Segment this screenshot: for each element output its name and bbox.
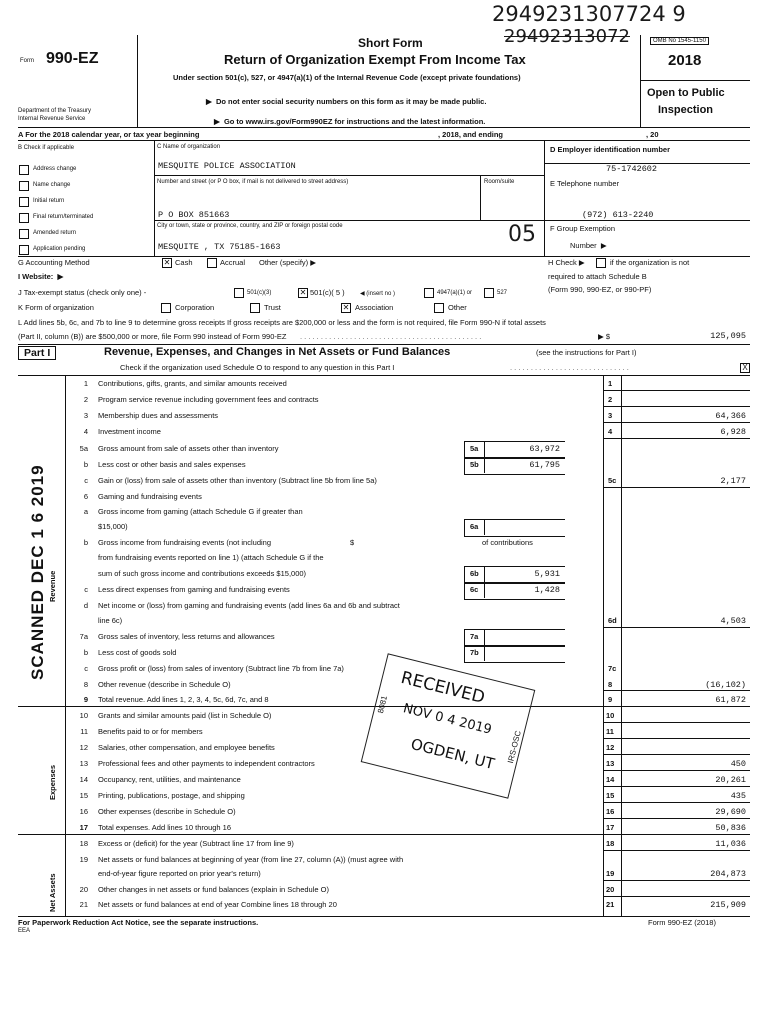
line-19-number: 19 [79,855,88,864]
line-15-label: Printing, publications, postage, and shipping [98,791,245,800]
row-divider [603,406,750,407]
no-ssn-text: Do not enter social security numbers on this form as it may be made public. [215,97,487,106]
website-label: I Website: ▶ [18,272,64,281]
line-6d-label: Net income or (loss) from gaming and fundraising events (add lines 6a and 6b and subtract [98,601,400,610]
corporation-checkbox[interactable] [161,303,171,313]
4947-label: 4947(a)(1) or [437,290,473,296]
tax-year: 2018 [668,52,702,69]
mid-entry-box [464,645,565,663]
trust-checkbox[interactable] [250,303,260,313]
row-divider [603,770,750,771]
part1-check-text: Check if the organization used Schedule O to respond to any question in this Part I [120,363,395,372]
line-9-number: 9 [83,695,88,704]
line-11-number: 11 [80,727,88,736]
line-6a-number: a [83,507,88,516]
footer-form-id: Form 990-EZ (2018) [648,918,716,927]
line-13-ref: 13 [606,759,615,768]
line-6d-label-2: line 6c) [98,616,123,625]
amended-return-label: Amended return [33,230,77,236]
row-divider [603,802,750,803]
line-5b-label: Less cost or other basis and sales expenses [98,460,246,469]
telephone-label: E Telephone number [550,179,620,188]
line-l-arrow: ▶ $ [598,332,611,341]
line-h-text4: (Form 990, 990-EZ, or 990-PF) [548,285,652,294]
street-label: Number and street (or P O box, if mail is not delivered to street address) [157,179,349,185]
name-change-label: Name change [33,182,71,188]
section-divider [18,834,750,835]
line-2-label: Program service revenue including government fees and contracts [98,395,319,404]
line-12-label: Salaries, other compensation, and employee benefits [98,743,275,752]
row-divider [603,786,750,787]
dept-treasury: Department of the Treasury [18,108,92,114]
line-20-label: Other changes in net assets or fund balances (explain in Schedule O) [98,885,329,894]
gross-receipts-value[interactable]: 125,095 [710,331,746,341]
line-10-label: Grants and similar amounts paid (list in Schedule O) [98,711,272,720]
final-return-checkbox[interactable] [19,213,29,223]
amended-return-checkbox[interactable] [19,229,29,239]
short-form: Short Form [358,36,423,50]
stamp-code-left: 8081 [376,694,390,715]
line-18-value[interactable]: 11,036 [715,839,746,849]
application-pending-checkbox[interactable] [19,245,29,255]
line-16-number: 16 [79,807,88,816]
line-8-number: 8 [83,680,88,689]
corporation-label: Corporation [175,303,215,312]
line-9-ref: 9 [608,695,613,704]
line-21-value[interactable]: 215,909 [710,900,746,910]
line-5a-ref: 5a [470,444,479,453]
line-6b-value[interactable]: 5,931 [534,569,560,579]
mid-entry-divider [484,582,485,598]
line-19-ref: 19 [606,869,615,878]
row-divider [603,896,750,897]
line-5a-number: 5a [79,444,88,453]
org-name-label: C Name of organization [157,144,221,150]
line-6d-value[interactable]: 4,503 [720,616,746,626]
line-1-ref: 1 [608,379,613,388]
mid-entry-divider [484,629,485,645]
line-19-value[interactable]: 204,873 [710,869,746,879]
accrual-checkbox[interactable] [207,258,217,268]
line-h-text1: H Check [548,258,577,267]
stamp-code-right: IRS-OSC [506,729,523,765]
line-7a-number: 7a [79,632,88,641]
tax-exempt-label: J Tax-exempt status (check only one) - [18,288,147,297]
trust-label: Trust [264,303,281,312]
line-l-dots: . . . . . . . . . . . . . . . . . . . . . . . . . . . . . . . . . . . . . . . . . . . . [300,332,482,341]
line-6c-number: c [84,585,88,594]
line-7b-ref: 7b [470,648,479,657]
line-7a-label: Gross sales of inventory, less returns and allowances [98,632,275,641]
form-number: 990-EZ [46,50,99,67]
inspection: Inspection [658,104,714,116]
527-label: 527 [497,290,508,296]
line-12-ref: 12 [606,743,615,752]
line-12-number: 12 [79,743,88,752]
line-l-text1: L Add lines 5b, 6c, and 7b to line 9 to determine gross receipts If gross receipts are $200,000 or less and the form is not required, file Form 990-N if total assets [18,318,546,327]
line-16-label: Other expenses (describe in Schedule O) [98,807,236,816]
line-a-20: , 20 [646,130,659,139]
line-6c-ref: 6c [470,585,479,594]
section-b-label: B Check if applicable [18,145,75,151]
line-8-ref: 8 [608,680,613,689]
received-text: RECEIVED [398,667,487,709]
mid-entry-box [464,519,565,537]
group-exemption-label: F Group Exemption [550,224,616,233]
line-6b-label-3: sum of such gross income and contributions exceeds $15,000) [98,569,307,578]
line-17-number: 17 [79,823,88,832]
line-7c-label: Gross profit or (loss) from sales of inventory (Subtract line 7b from line 7a) [98,664,344,673]
initial-return-checkbox[interactable] [19,197,29,207]
row-divider [603,754,750,755]
line-5b-value[interactable]: 61,795 [529,460,560,470]
application-pending-label: Application pending [33,246,86,252]
line-h-text3: required to attach Schedule B [548,272,647,281]
expenses-side-label: Expenses [48,764,57,800]
line-3-value[interactable]: 64,366 [715,411,746,421]
line-15-value[interactable]: 435 [730,791,746,801]
footer-eea: EEA [18,928,31,934]
line-5b-number: b [83,460,88,469]
line-6b-label: Gross income from fundraising events (not including [98,538,271,547]
line-20-number: 20 [79,885,88,894]
line-8-value[interactable]: (16,102) [705,680,746,690]
line-15-ref: 15 [606,791,615,800]
line-6b-dollar: $ [350,538,355,547]
line-17-label: Total expenses. Add lines 10 through 16 [98,823,232,832]
website-text: I Website: [18,272,54,281]
goto-notice: ▶ Go to www.irs.gov/Form990EZ for instructions and the latest information. [214,117,486,126]
line-5c-label: Gain or (loss) from sale of assets other than inventory (Subtract line 5b from line 5a) [98,476,377,485]
line-6c-value[interactable]: 1,428 [534,585,560,595]
line-5c-value[interactable]: 2,177 [720,476,746,486]
form-word: Form [20,58,34,64]
line-2-number: 2 [83,395,88,404]
527-checkbox[interactable] [484,288,494,298]
line-21-label: Net assets or fund balances at end of year Combine lines 18 through 20 [98,900,337,909]
line-14-number: 14 [79,775,88,784]
line-h-check: H Check ▶ [548,258,585,267]
line-6a-label: Gross income from gaming (attach Schedule G if greater than [98,507,303,516]
line-h-text2: if the organization is not [610,258,690,267]
telephone-value[interactable]: (972) 613-2240 [582,210,654,220]
line-7c-ref: 7c [608,664,617,673]
under-section: Under section 501(c), 527, or 4947(a)(1) of the Internal Revenue Code (except private foundations) [173,73,521,82]
part1-title-note: (see the instructions for Part I) [536,348,637,357]
line-18-label: Excess or (deficit) for the year (Subtract line 17 from line 9) [98,839,294,848]
mid-entry-divider [484,645,485,661]
other-org-checkbox[interactable] [434,303,444,313]
address-change-checkbox[interactable] [19,165,29,175]
insert-no-text: (insert no ) [366,291,395,297]
line-4-label: Investment income [98,427,161,436]
scanned-stamp: SCANNED DEC 1 6 2019 [28,464,47,680]
line-7a-ref: 7a [470,632,479,641]
line-3-ref: 3 [608,411,613,420]
line-6d-number: d [83,601,88,610]
row-divider [603,880,750,881]
line-18-ref: 18 [606,839,615,848]
line-13-label: Professional fees and other payments to independent contractors [98,759,315,768]
line-a-and-ending: , 2018, and ending [438,130,504,139]
line-21-ref: 21 [606,900,615,909]
part1-check-dots: . . . . . . . . . . . . . . . . . . . . . . . . . . . . . [510,363,629,372]
line-14-label: Occupancy, rent, utilities, and maintenance [98,775,241,784]
line-3-number: 3 [83,411,88,420]
line-6c-label: Less direct expenses from gaming and fundraising events [98,585,290,594]
other-specify-text: Other (specify) [259,258,309,267]
row-divider [603,422,750,423]
mid-entry-divider [484,519,485,535]
line-11-ref: 11 [606,727,614,736]
part1-label: Part I [18,346,56,360]
accrual-label: Accrual [220,258,246,267]
line-16-value[interactable]: 29,690 [715,807,746,817]
schedule-b-checkbox[interactable] [596,258,606,268]
line-6-number: 6 [83,492,88,501]
line-2-ref: 2 [608,395,613,404]
row-divider [603,722,750,723]
line-9-value[interactable]: 61,872 [715,695,746,705]
line-5b-ref: 5b [470,460,479,469]
line-6b-label-2: from fundraising events reported on line 1) (attach Schedule G if the [98,553,324,562]
group-number-text: Number [570,241,597,250]
501c3-label: 501(c)(3) [247,290,272,296]
501c-checkbox[interactable]: ✕ [299,288,307,297]
line-19-label-2: end-of-year figure reported on prior year's return) [98,869,261,878]
part1-title: Revenue, Expenses, and Changes in Net Assets or Fund Balances [104,346,451,358]
revenue-side-label: Revenue [48,570,57,602]
line-5a-label: Gross amount from sale of assets other than inventory [98,444,279,453]
line-9-label: Total revenue. Add lines 1, 2, 3, 4, 5c, 6d, 7c, and 8 [98,695,269,704]
line-20-ref: 20 [606,885,615,894]
line-17-ref: 17 [606,823,615,832]
omb-number: OMB No 1545-1150 [650,37,709,45]
irs-label: Internal Revenue Service [18,116,86,122]
line-18-number: 18 [79,839,88,848]
row-divider [603,390,750,391]
association-label: Association [355,303,394,312]
line-7b-number: b [83,648,88,657]
received-date: NOV 0 4 2019 [401,701,494,738]
line-5c-ref: 5c [608,476,617,485]
line-3-label: Membership dues and assessments [98,411,219,420]
other-org-label: Other [448,303,467,312]
cash-label: Cash [175,258,193,267]
ein-value[interactable]: 75-1742602 [606,164,658,174]
line-4-number: 4 [83,427,88,436]
line-6b-of-contributions: of contributions [482,538,533,547]
handwritten-struck-dln: 29492313072 [504,26,630,47]
501c-label: 501(c)( 5 ) [310,288,345,297]
line-15-number: 15 [79,791,88,800]
line-8-label: Other revenue (describe in Schedule O) [98,680,231,689]
line-5c-number: c [84,476,88,485]
line-7c-number: c [84,664,88,673]
city-label: City or town, state or province, country, and ZIP or foreign postal code [157,223,343,229]
insert-no-label: ◀ (insert no ) [360,291,395,297]
received-city: OGDEN, UT [409,734,497,774]
line-1-number: 1 [83,379,88,388]
other-method-label: Other (specify) ▶ [259,258,317,267]
cash-checkbox[interactable]: ✕ [163,258,171,267]
line-6b-ref: 6b [470,569,479,578]
line-4-ref: 4 [608,427,613,436]
form-title: Return of Organization Exempt From Income Tax [224,52,526,67]
mid-entry-divider [484,441,485,457]
row-divider [603,738,750,739]
line-7b-label: Less cost of goods sold [98,648,177,657]
row-divider [603,487,750,488]
line-16-ref: 16 [606,807,615,816]
org-name[interactable]: MESQUITE POLICE ASSOCIATION [158,161,296,171]
row-divider [603,690,750,691]
ein-label: D Employer identification number [550,145,671,154]
schedule-o-checkbox[interactable]: X [740,363,750,373]
address-change-label: Address change [33,166,77,172]
line-4-value[interactable]: 6,928 [720,427,746,437]
line-a-text: A For the 2018 calendar year, or tax year beginning [18,130,200,139]
line-17-value[interactable]: 50,836 [715,823,746,833]
row-divider [603,438,750,439]
city-state-zip[interactable]: MESQUITE , TX 75185-1663 [158,242,281,252]
501c3-checkbox[interactable] [234,288,244,298]
open-to-public: Open to Public [647,87,725,99]
association-checkbox[interactable]: ✕ [342,303,350,312]
line-6a-label-2: $15,000) [98,522,128,531]
line-14-value[interactable]: 20,261 [715,775,746,785]
no-ssn-notice: ▶ Do not enter social security numbers on this form as it may be made public. [206,97,487,106]
form-of-org-label: K Form of organization [18,303,94,312]
final-return-label: Final return/terminated [33,214,94,220]
line-21-number: 21 [79,900,88,909]
row-divider [603,818,750,819]
net-assets-side-label: Net Assets [48,873,57,912]
line-10-ref: 10 [606,711,615,720]
line-6a-ref: 6a [470,522,479,531]
line-l-text2: (Part II, column (B)) are $500,000 or more, file Form 990 instead of Form 990-EZ [18,332,287,341]
line-6d-ref: 6d [608,616,617,625]
row-divider [603,627,750,628]
footer-paperwork: For Paperwork Reduction Act Notice, see the separate instructions. [18,918,259,927]
line-13-value[interactable]: 450 [730,759,746,769]
row-divider [603,850,750,851]
mid-entry-divider [484,457,485,473]
accounting-method-label: G Accounting Method [18,258,90,267]
group-exemption-number-label: Number ▶ [570,241,607,250]
line-14-ref: 14 [606,775,615,784]
initial-return-label: Initial return [33,198,65,204]
line-13-number: 13 [79,759,88,768]
4947-checkbox[interactable] [424,288,434,298]
handwritten-box-note: 05 [508,222,536,247]
goto-text: Go to www.irs.gov/Form990EZ for instructions and the latest information. [223,117,486,126]
line-5a-value[interactable]: 63,972 [529,444,560,454]
line-6-label: Gaming and fundraising events [98,492,202,501]
line-6b-number: b [83,538,88,547]
line-10-number: 10 [79,711,88,720]
handwritten-dln: 2949231307724 9 [492,2,686,26]
line-19-label: Net assets or fund balances at beginning of year (from line 27, column (A)) (must agree with [98,855,404,864]
room-suite-label: Room/suite [484,179,515,185]
street-address[interactable]: P O BOX 851663 [158,210,230,220]
line-1-label: Contributions, gifts, grants, and similar amounts received [98,379,287,388]
line-11-label: Benefits paid to or for members [98,727,203,736]
mid-entry-divider [484,566,485,582]
name-change-checkbox[interactable] [19,181,29,191]
